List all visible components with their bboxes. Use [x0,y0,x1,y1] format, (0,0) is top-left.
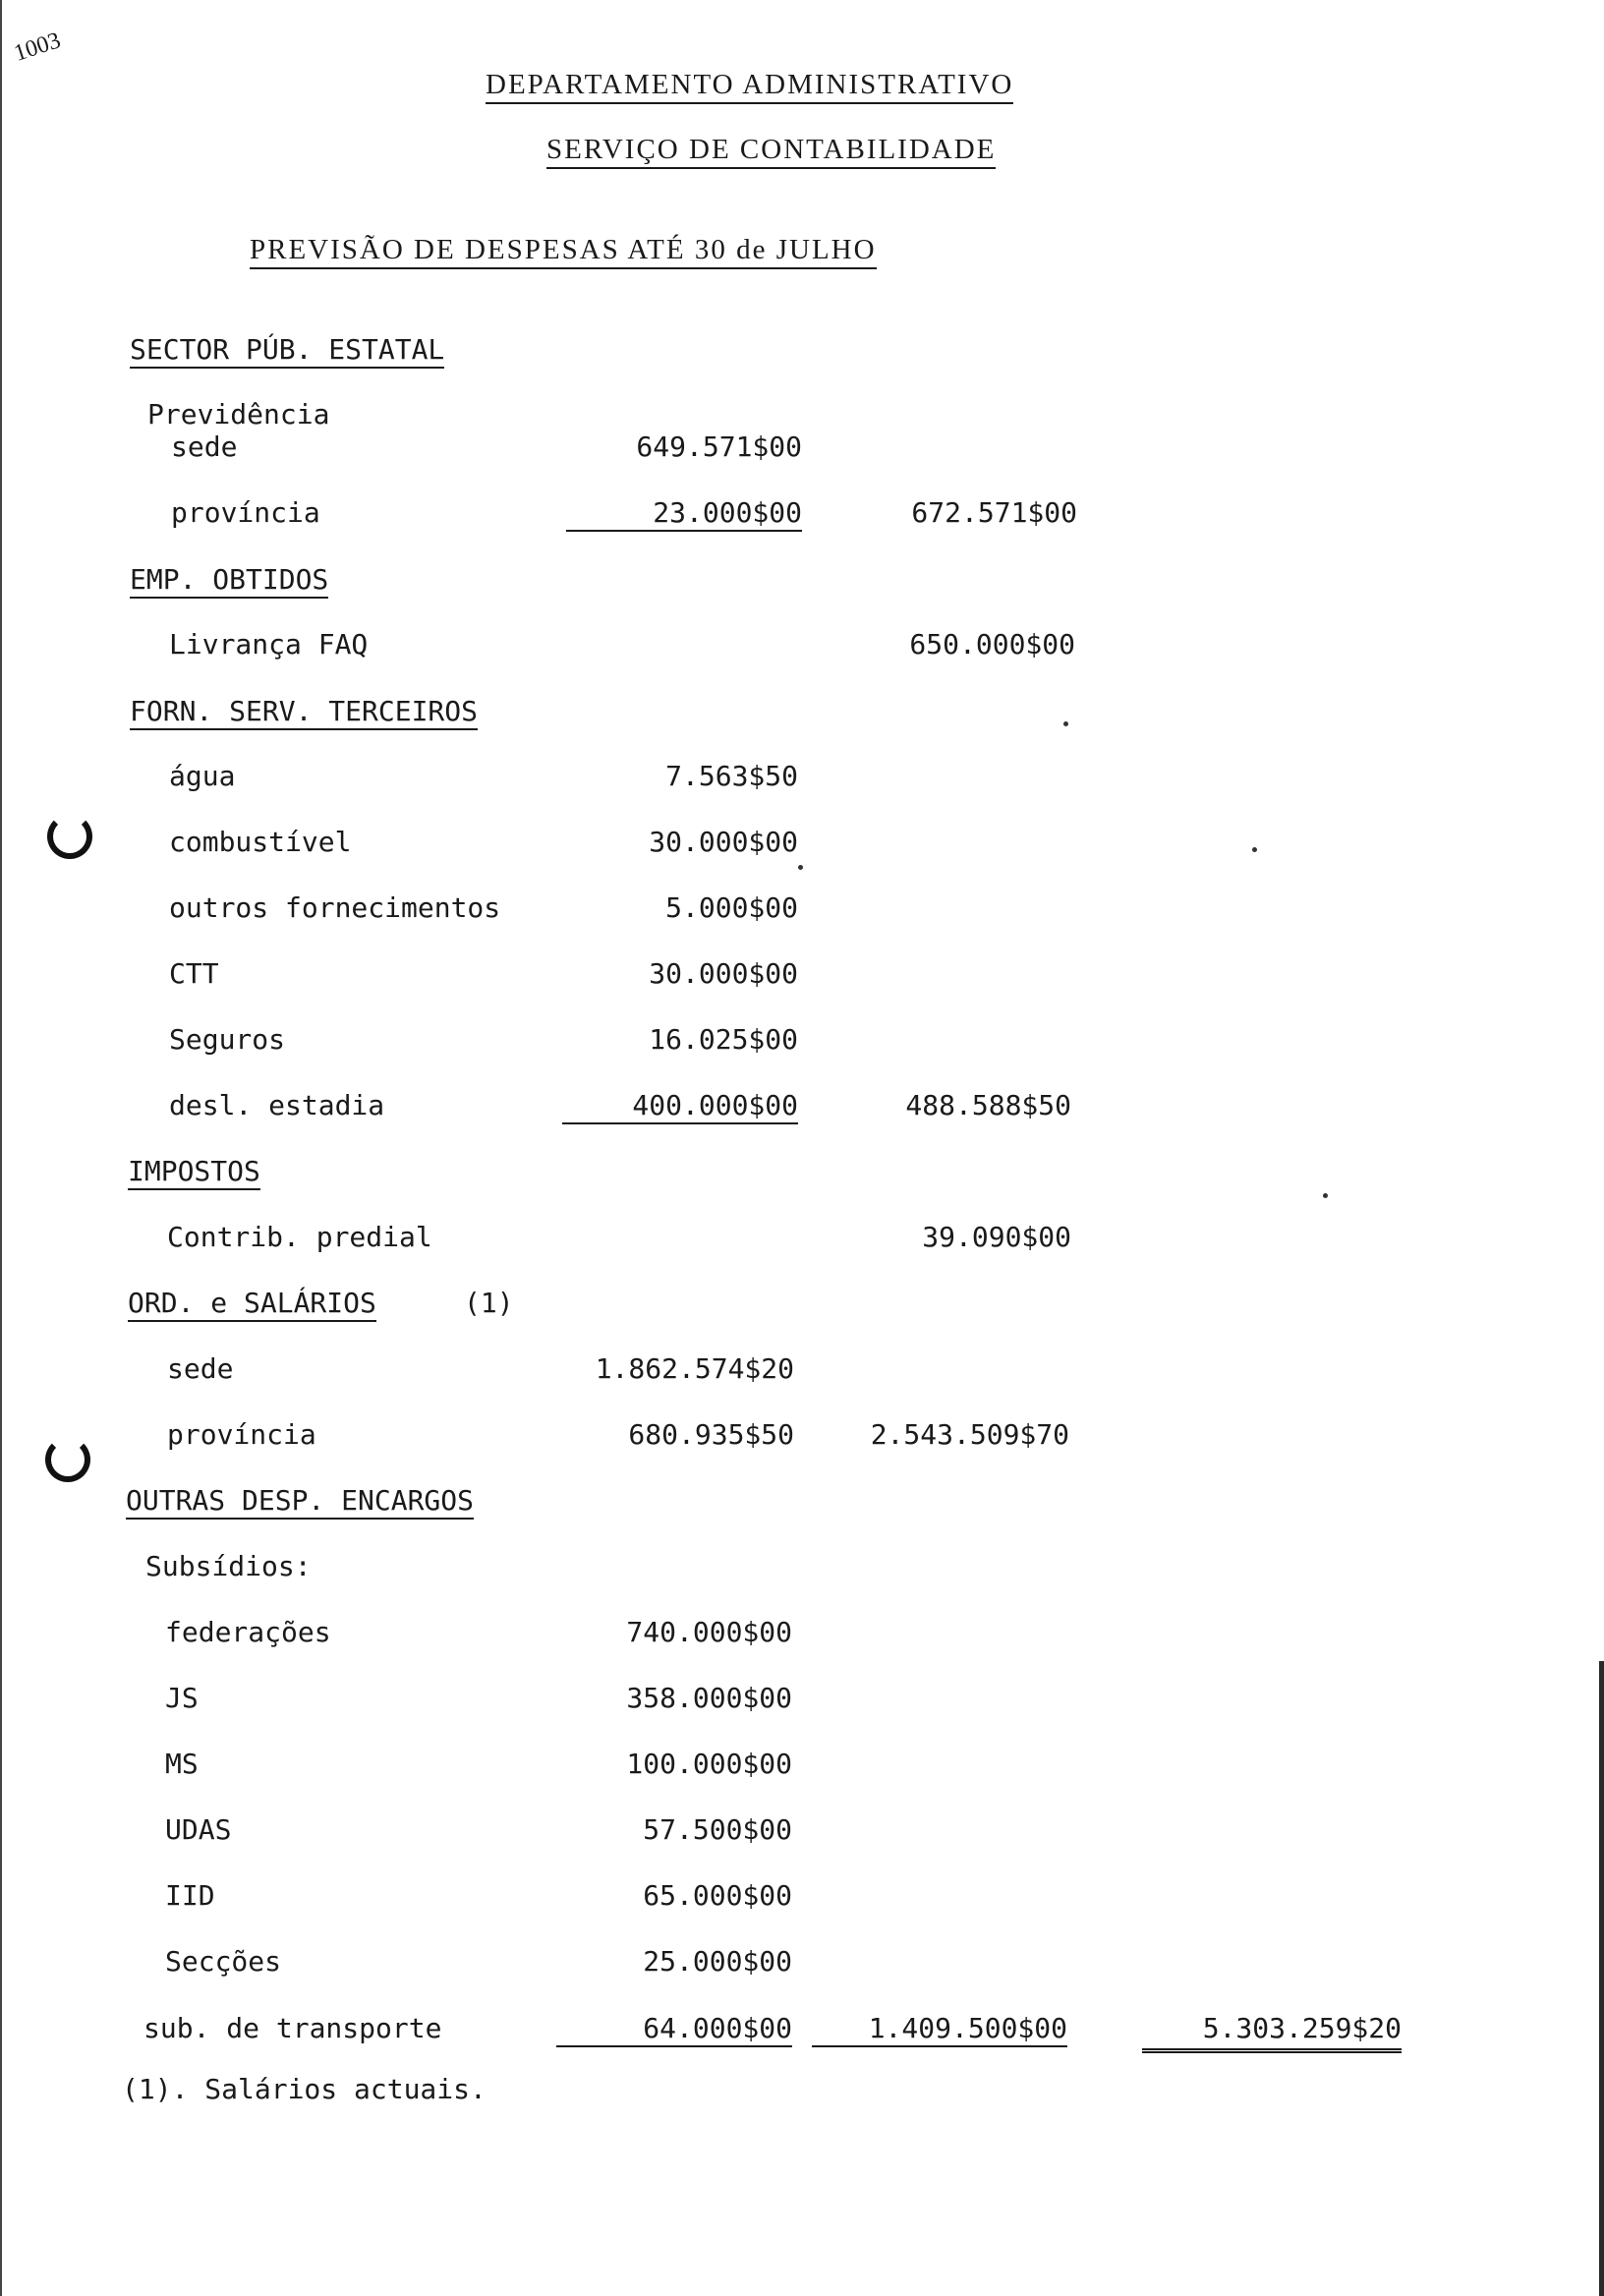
speck [1323,1193,1328,1198]
row-label-iid: IID [165,1879,215,1912]
department-heading: DEPARTAMENTO ADMINISTRATIVO [486,71,1013,104]
grand-total: 5.303.259$20 [1142,2015,1402,2053]
amount-desl-estadia: 400.000$00 [562,1092,798,1124]
amount-combustivel: 30.000$00 [649,826,798,858]
amount-salarios-sede: 1.862.574$20 [595,1352,794,1385]
section-title-sector-pub: SECTOR PÚB. ESTATAL [130,336,444,369]
punch-hole-mark [45,1437,90,1482]
amount-ms: 100.000$00 [626,1748,792,1780]
section-title-emp-obtidos: EMP. OBTIDOS [130,566,328,599]
row-label-agua: água [169,760,236,792]
row-label-contrib-predial: Contrib. predial [167,1221,432,1253]
subtotal-forn-serv: 488.588$50 [905,1089,1071,1121]
row-label-sede: sede [171,430,238,463]
page-number-stamp: 1003 [11,28,64,67]
footnote-ref: (1) [464,1287,514,1319]
amount-iid: 65.000$00 [643,1879,792,1912]
amount-ctt: 30.000$00 [649,957,798,990]
speck [1252,847,1257,852]
amount-previdencia-sede: 649.571$00 [636,430,802,463]
subtotal-impostos: 39.090$00 [922,1221,1071,1253]
amount-previdencia-provincia: 23.000$00 [566,499,802,532]
subtotal-outras-desp: 1.409.500$00 [812,2015,1067,2047]
row-label-ms: MS [165,1748,199,1780]
amount-salarios-provincia: 680.935$50 [628,1418,794,1451]
section-title-ordenados: ORD. e SALÁRIOS [128,1290,376,1322]
scan-right-edge [1599,1661,1604,2296]
amount-federacoes: 740.000$00 [626,1616,792,1648]
row-label-udas: UDAS [165,1813,232,1846]
row-label-provincia-salarios: província [167,1418,316,1451]
speck [798,865,803,870]
row-label-provincia: província [171,496,320,529]
group-label-previdencia: Previdência [147,398,330,430]
row-label-js: JS [165,1682,199,1714]
amount-seguros: 16.025$00 [649,1023,798,1056]
row-label-seccoes: Secções [165,1945,282,1978]
row-label-desl-estadia: desl. estadia [169,1089,385,1121]
amount-udas: 57.500$00 [643,1813,792,1846]
group-label-subsidios: Subsídios: [145,1550,312,1582]
subtotal-ordenados: 2.543.509$70 [870,1418,1069,1451]
row-label-sub-transporte: sub. de transporte [143,2012,442,2044]
subtotal-sector-pub: 672.571$00 [911,496,1077,529]
amount-sub-transporte: 64.000$00 [556,2015,792,2047]
section-title-forn-serv: FORN. SERV. TERCEIROS [130,698,478,730]
row-label-seguros: Seguros [169,1023,286,1056]
amount-js: 358.000$00 [626,1682,792,1714]
row-label-outros-fornecimentos: outros fornecimentos [169,891,501,924]
subtotal-emp-obtidos: 650.000$00 [909,628,1075,660]
speck [1063,721,1068,726]
row-label-livranca: Livrança FAQ [169,628,369,660]
row-label-ctt: CTT [169,957,219,990]
amount-seccoes: 25.000$00 [643,1945,792,1978]
row-label-combustivel: combustível [169,826,352,858]
punch-hole-mark [47,814,92,859]
amount-outros-fornecimentos: 5.000$00 [665,891,798,924]
section-title-impostos: IMPOSTOS [128,1158,260,1190]
row-label-sede-salarios: sede [167,1352,234,1385]
page-title: PREVISÃO DE DESPESAS ATÉ 30 de JULHO [250,236,877,269]
amount-agua: 7.563$50 [665,760,798,792]
scan-left-edge [0,0,2,2296]
service-heading: SERVIÇO DE CONTABILIDADE [546,136,996,169]
section-title-outras-desp: OUTRAS DESP. ENCARGOS [126,1487,474,1520]
row-label-federacoes: federações [165,1616,331,1648]
footnote-text: (1). Salários actuais. [122,2073,487,2105]
